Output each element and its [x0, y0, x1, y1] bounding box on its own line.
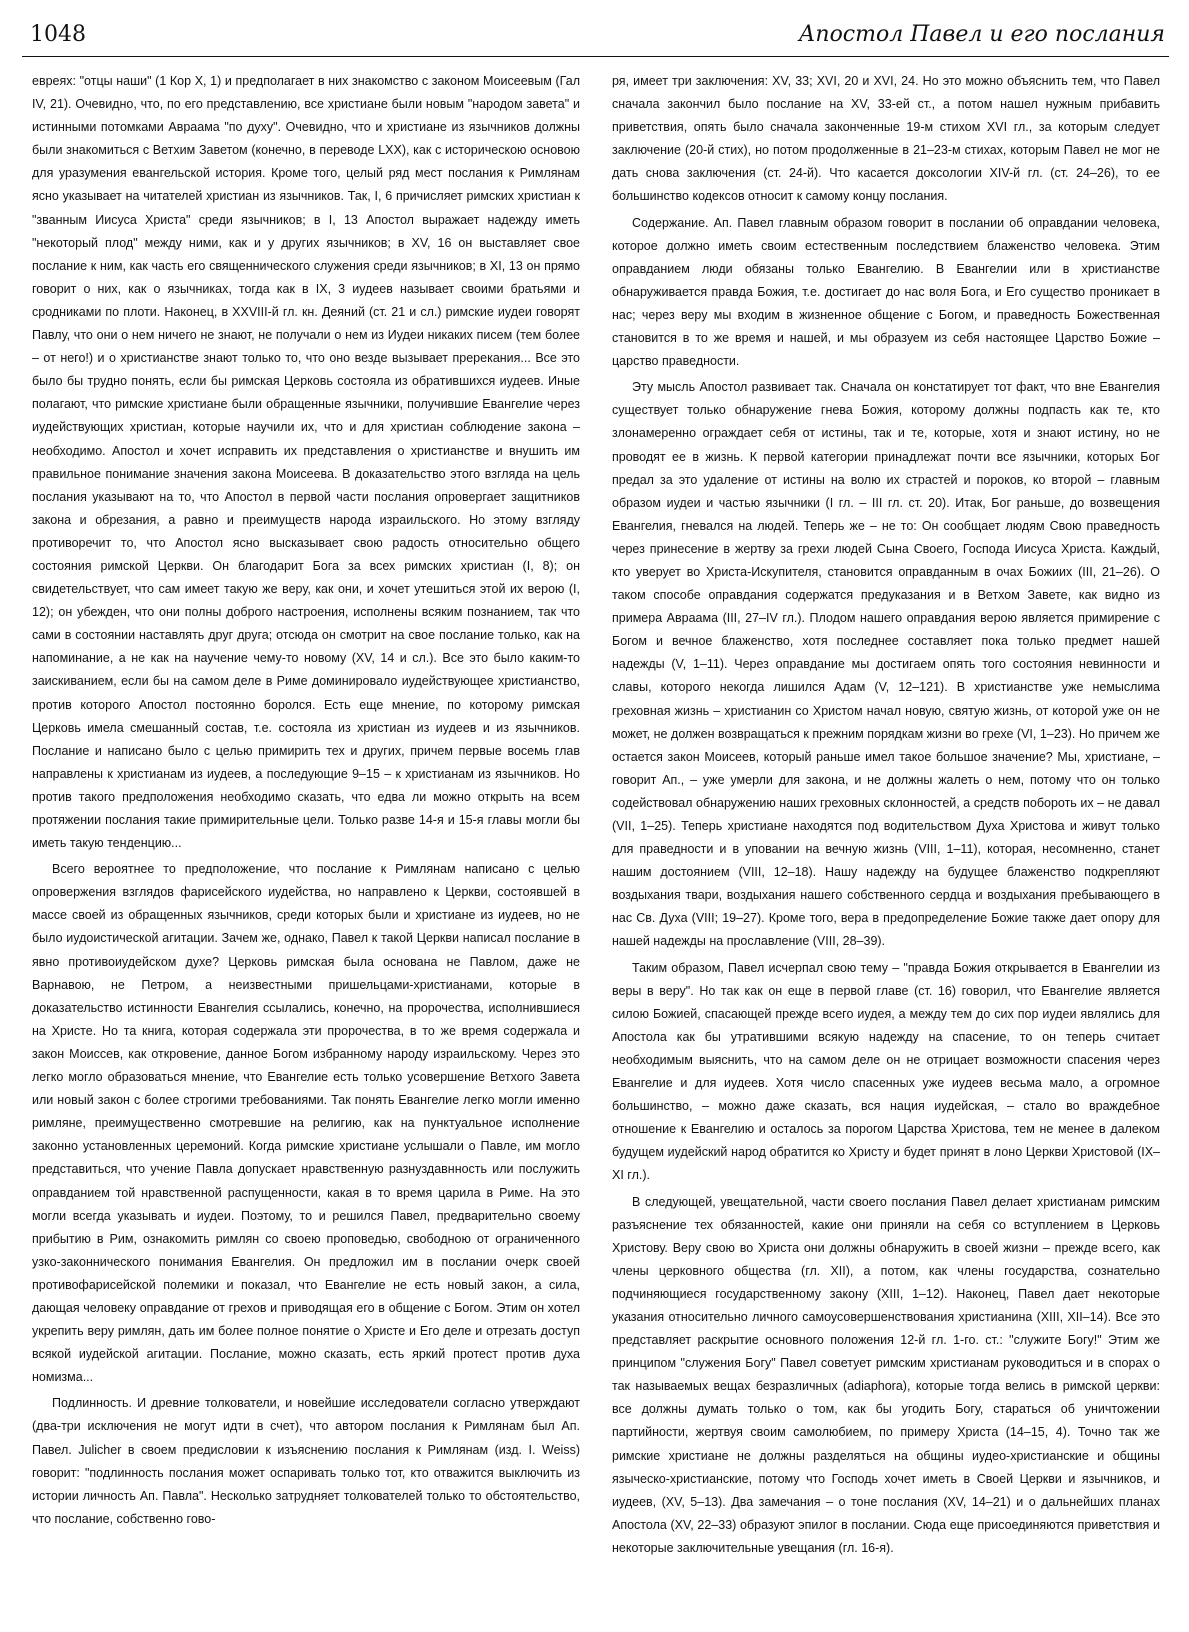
paragraph: В следующей, увещательной, части своего послания Павел делает христианам римским разъяснение тех обязанностей, какие они приняли на себя со вступлением в Церковь Христову. Веру свою во Христа они должны обнаружить в своей жизни – прежде всего, как члены церковного общества (гл. XII), а потом, как члены государства, сознательно подчиняющиеся государственному закону (XIII, 1–12). Наконец, Павел дает некоторые указания относительно личного самоусовершенствования христианина (XIII, XII–14). Все это представляет раскрытие основного положения 12-й гл. 1-го. ст.: "служите Богу!" Этим же принципом "служения Богу" Павел советует римским христианам руководиться и в спорах о так называемых вещах безразличных (adiaphora), которые тогда велись в римской церкви: все должны думать только о том, как бы угодить Богу, стараться об уничтожении партийности, жертвуя своим самолюбием, по примеру Христа (14–15, 4). Точно так же римские христиане не должны разделяться на общины иудео-христианские и общины языческо-христианские, потому что Господь хочет иметь в Своей Церкви и язычников, и иудеев, (XV, 5–13). Два замечания – о тоне послания (XV, 14–21) и о дальнейших планах Апостола (XV, 22–33) образуют эпилог в послании. Сюда еще присоединяются приветствия и некоторые заключительные увещания (гл. 16-я).: [612, 1194, 1160, 1555]
paragraph: Подлинность. И древние толкователи, и новейшие исследователи согласно утверждают (два-три исключения не могут идти в счет), что автором послания к Римлянам был Ап. Павел. Julicher в своем предисловии к изъяснению послания к Римлянам (изд. I. Weiss) говорит: "подлинность послания может оспаривать только тот, кто отважится выключить из истории личность Ап. Павла". Несколько затрудняет толкователей только то обстоятельство, что послание, собственно гово-: [32, 1396, 580, 1526]
running-title: Апостол Павел и его послания: [798, 22, 1165, 47]
paragraph: Содержание. Ап. Павел главным образом говорит в послании об оправдании человека, которое должно иметь своим естественным последствием блаженство человека. Этим оправданием люди обязаны только Евангелию. В Евангелии или в христианстве обнаруживается правда Божия, т.е. достигает до нас воля Бога, и Его существо проникает в нас; через веру мы входим в жизненное общение с Богом, и праведность Божественная становится в то же время и нашей, и мы образуем из себя настоящее Царство Божие – царство праведности.: [612, 215, 1160, 369]
right-text-column: [612, 70, 1160, 1618]
paragraph: Эту мысль Апостол развивает так. Сначала он констатирует тот факт, что вне Евангелия существует только обнаружение гнева Божия, которому должны подпасть как те, кто злонамеренно ограждает себя от истины, так и те, которые, хотя и знают истину, но не проводят ее в жизнь. К первой категории принадлежат почти все язычники, которых Бог предал за это удаление от истины на волю их страстей и пороков, ко второй – главным образом иудеи и частью язычники (I гл. – III гл. ст. 20). Итак, Бог раньше, до возвещения Евангелия, гневался на людей. Теперь же – не то: Он сообщает людям Свою праведность через принесение в жертву за грехи людей Сына Своего, Господа Иисуса Христа. Каждый, кто уверует во Христа-Искупителя, становится оправданным в очах Божиих (III, 21–26). О таком способе оправдания содержатся предуказания и в Ветхом Завете, как видно из примера Авраама (III, 27–IV гл.). Плодом нашего оправдания верою является примирение с Богом и вечное блаженство, хотя последнее составляет пока только предмет нашей надежды (V, 1–11). Через оправдание мы достигаем опять того состояния невинности и славы, которого некогда лишился Адам (V, 12–121). В христианстве уже немыслима греховная жизнь – христианин со Христом начал новую, святую жизнь, от которой уже он не может, не должен возвращаться к прежним порядкам жизни во грехе (VI, 1–23). Но причем же остается закон Моисеев, который раньше имел такое большое значение? Мы, христиане, – говорит Ап., – уже умерли для закона, и не должны жалеть о нем, потому что он только содействовал обнаружению наших греховных склонностей, а средств побороть их – не давал (VII, 1–25). Теперь христиане находятся под водительством Духа Христова и живут только для праведности и в уповании на вечную жизнь (VIII, 1–11), которая, несомненно, станет нашим достоянием (VIII, 12–18). Нашу надежду на будущее блаженство подкрепляют воздыхания твари, воздыхания нашего собственного сердца и воздыхания пребывающего в нас Св. Духа (VIII; 19–27). Кроме того, вера в предопределение Божие также дает опору для нашей надежды на прославление (VIII, 28–39).: [612, 380, 1160, 949]
paragraph: Всего вероятнее то предположение, что послание к Римлянам написано с целью опровержения взглядов фарисейского иудейства, но направлено к Церкви, состоявшей в массе своей из обращенных язычников, среди которых были и христиане из иудеев, но не было иудоистической агитации. Зачем же, однако, Павел к такой Церкви написал послание в явно противоиудейском духе? Церковь римская была основана не Павлом, даже не Варнавою, не Петром, а неизвестными пришельцами-христианами, которые в доказательство истинности Евангелия ссылались, конечно, на пророчества, исполнившиеся на Христе. Но та книга, которая содержала эти пророчества, в то же время содержала и закон Моиссев, как откровение, данное Богом избранному народу израильскому. Через это легко могло образоваться мнение, что Евангелие есть только усовершение Ветхого Завета или новый закон с более строгими требованиями. Так понять Евангелие легко могли именно римляне, преимущественно смотревшие на религию, как на пунктуальное исполнение законно установленных церемоний. Когда римские христиане услышали о Павле, им могло представиться, что учение Павла допускает нравственную разнуздавнность или послужить оправданием той нравственной распущенности, какая в то время царила в Риме. На это могли всегда указывать и иудеи. Поэтому, то и решился Павел, предварительно своему прибытию в Рим, ознакомить римлян со своею проповедью, свободною от ограниченного узко-законнического понимания Евангелия. Он предложил им в послании очерк своей противофарисейской полемики и показал, что Евангелие не есть новый закон, а сила, дающая человеку оправдание от грехов и приводящая его в общение с Богом. Этим он хотел укрепить веру римлян, дать им более полное понятие о Христе и Его деле и отрезать доступ всякой иудейской агитации. Послание, можно сказать, есть яркий протест против духа номизма...: [32, 862, 580, 1385]
page-header: [22, 22, 1169, 57]
paragraph: евреях: "отцы наши" (1 Кор X, 1) и предполагает в них знакомство с законом Моисеевым (Гал IV, 21). Очевидно, что, по его представлению, все христиане были новым "народом завета" и истинными потомками Авраама "по духу". Очевидно, что и христиане из язычников должны были знакомиться с Ветхим Заветом (конечно, в переводе LXX), как с историческою основою для уразумения евангельской история. Кроме того, целый ряд мест послания к Римлянам ясно указывает на читателей христиан из язычников. Так, I, 6 причисляет римских христиан к "званным Иисуса Христа" среди язычников; в I, 13 Апостол выражает надежду иметь "некоторый плод" между ними, как и у других язычников; в XV, 16 он выставляет свое послание к ним, как часть его священнического служения среди язычников; в XI, 13 он прямо говорит о них, как о язычниках, тогда как в IX, 3 иудеев называет своими братьями и сродниками по плоти. Наконец, в XXVIII-й гл. кн. Деяний (ст. 21 и сл.) римские иудеи говорят Павлу, что они о нем ничего не знают, не получали о нем из Иудеи никаких писем (тем более – от него!) и о христианстве знают только то, что оно везде вызывает пререкания... Все это было бы трудно понять, если бы римская Церковь состояла из обратившихся иудеев. Иные полагают, что римские христиане были обращенные язычники, получившие Евангелие через иудействующих христиан, которые научили их, что и для христиан соблюдение закона – необходимо. Апостол и хочет исправить их представления о христианстве и внушить им правильное понимание значения закона Моисеева. В доказательство этого взгляда на цель послания указывают на то, что Апостол в первой части послания опровергает защитников закона и обрезания, а равно и преимуществ народа израильского. Но этому взгляду противоречит то, что Апостол ясно высказывает свою радость относительно общего состояния римской Церкви. Он благодарит Бога за всех римских христиан (I, 8); он свидетельствует, что сам имеет такую же веру, как они, и хочет утешиться этой их верою (I, 12); он убежден, что они полны доброго настроения, исполнены всяким познанием, так что сами в состоянии наставлять друг друга; отсюда он смотрит на свое послание только, как на напоминание, а не как на научение чему-то новому (XV, 14 и сл.). Все это было каким-то заискиванием, если бы на самом деле в Риме доминировало иудействующее христианство, против которого Апостол постоянно боролся. Есть еще мнение, по которому римская Церковь имела смешанный состав, т.е. состояла из христиан из иудеев и из язычников. Послание и написано было с целью примирить тех и других, причем первые восемь глав направлены к христианам из иудеев, а последующие 9–15 – к христианам из язычников. Но против такого предположения необходимо сказать, что едва ли можно открыть на всем протяжении послания такие примирительные цели. Только разве 14-я и 15-я главы могли бы иметь такую тенденцию...: [32, 74, 580, 851]
left-text-column: [32, 70, 580, 1618]
page-number: 1048: [30, 22, 86, 47]
paragraph: Таким образом, Павел исчерпал свою тему – "правда Божия открывается в Евангелии из веры в веру". Но так как он еще в первой главе (ст. 16) говорил, что Евангелие является силою Божией, спасающей прежде всего иудея, а между тем до сих пор иудеи являлись для Апостола как бы утратившими всякую надежду на спасение, то он теперь считает необходимым выяснить, что на самом деле он не отрицает возможности спасения через Евангелие и для иудеев. Хотя число спасенных уже иудеев весьма мало, а огромное большинство, – можно даже сказать, вся нация иудейская, – стало во враждебное отношение к Евангелию и осталось за порогом Царства Христова, тем не менее в далеком будущем иудейский народ обратится ко Христу и будет принят в лоно Церкви Христовой (IX–XI гл.).: [612, 960, 1160, 1183]
paragraph: ря, имеет три заключения: XV, 33; XVI, 20 и XVI, 24. Но это можно объяснить тем, что Павел сначала закончил было послание на XV, 33-ей ст., а потом нашел нужным прибавить приветствия, опять было сначала законченные 19-м стихом XVI гл., за которым следует заключение (20-й стих), но потом продолженные в 21–23-м стихах, которым Павел не мог не дать снова заключения (ст. 24-й). Что касается доксологии XIV-й гл. (ст. 24–26), то ее большинство кодексов относит к самому концу послания.: [612, 74, 1160, 204]
